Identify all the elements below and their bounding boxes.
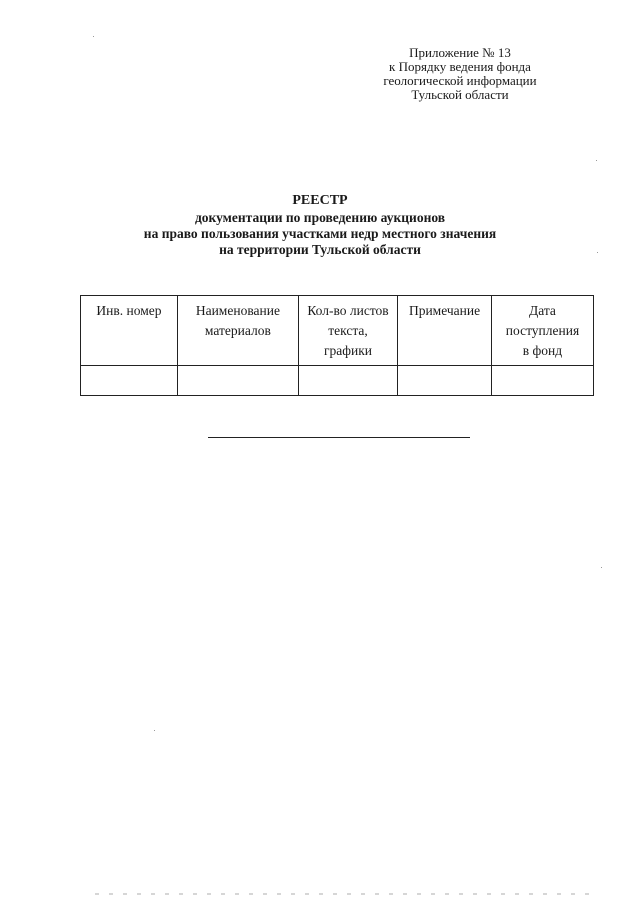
table-cell [177, 366, 298, 396]
appendix-line: геологической информации [383, 73, 537, 88]
header-line: в фонд [522, 343, 563, 358]
scan-artifact-line [95, 893, 595, 895]
header-material-name [177, 296, 298, 366]
header-line: материалов [204, 323, 271, 338]
registry-table [80, 295, 594, 396]
table-cell [398, 366, 492, 396]
closing-rule [208, 437, 470, 438]
page-title: РЕЕСТР [292, 193, 348, 208]
table-cell [81, 366, 178, 396]
title-line: на право пользования участками недр местного значения [143, 226, 497, 241]
appendix-line: Тульской области [411, 87, 509, 102]
header-line: текста, [328, 323, 368, 338]
table-cell [491, 366, 593, 396]
scan-speck [93, 36, 94, 37]
header-line: Инв. номер [96, 303, 162, 318]
header-line: Наименование [195, 303, 280, 318]
appendix-line: Приложение № 13 [409, 45, 511, 60]
header-line: поступления [505, 323, 580, 338]
header-line: Примечание [408, 303, 481, 318]
title-line: на территории Тульской области [219, 242, 421, 257]
scan-speck [154, 730, 155, 731]
appendix-reference [330, 46, 590, 102]
document-title [0, 193, 640, 258]
header-note [398, 296, 492, 366]
scan-speck [601, 567, 602, 568]
header-receipt-date [491, 296, 593, 366]
table-cell [298, 366, 397, 396]
table-row [81, 366, 594, 396]
header-line: Кол-во листов [307, 303, 389, 318]
appendix-line: к Порядку ведения фонда [389, 59, 531, 74]
scan-speck [597, 252, 598, 253]
table-header-row [81, 296, 594, 366]
title-line: документации по проведению аукционов [194, 210, 446, 225]
header-sheet-count [298, 296, 397, 366]
scan-speck [596, 160, 597, 161]
header-line: Дата [529, 303, 556, 318]
header-line: графики [324, 343, 373, 358]
header-inventory-number [81, 296, 178, 366]
